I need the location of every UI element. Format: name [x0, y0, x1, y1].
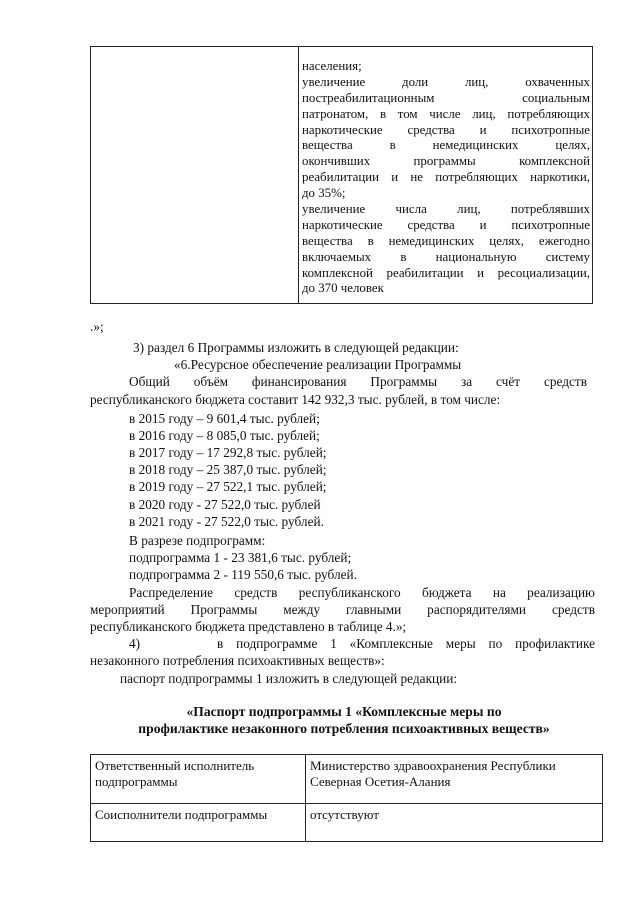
indicator-text-line: окончивших программы комплексной — [302, 154, 590, 169]
indicator-text-line: увеличение числа лиц, потреблявших — [302, 202, 590, 217]
indicator-text-line: комплексной реабилитации и ресоциализации, — [302, 265, 590, 280]
indicator-text-line: патронатом, в том числе лиц, потребляющих — [302, 106, 590, 121]
table-row — [91, 804, 603, 842]
indicator-text-line: до 35%; — [302, 186, 346, 201]
indicator-text-line: населения; — [302, 59, 362, 73]
item-4-line-2: незаконного потребления психоактивных веществ»: — [90, 653, 385, 668]
table-column-divider — [298, 47, 299, 303]
indicators-table-continuation — [90, 46, 593, 304]
passport-title-line-2: профилактике незаконного потребления психоактивных веществ» — [138, 721, 550, 736]
indicator-text-line: реабилитации и не потребляющих наркотики, — [302, 170, 590, 185]
funding-year-line: в 2016 году – 8 085,0 тыс. рублей; — [129, 428, 320, 444]
responsible-executor-value: Министерство здравоохранения Республики Северная Осетия-Алания — [306, 755, 603, 804]
closing-quote: .»; — [90, 319, 104, 334]
indicator-text-line: наркотические средства и психотропные — [302, 217, 590, 232]
subprogram-2-funding: подпрограмма 2 - 119 550,6 тыс. рублей. — [129, 567, 357, 582]
passport-title-line-1: «Паспорт подпрограммы 1 «Комплексные меры по — [186, 704, 502, 719]
table-right-cell — [302, 59, 590, 297]
funding-year-line: в 2018 году – 25 387,0 тыс. рублей; — [129, 462, 327, 478]
funding-year-line: в 2020 году - 27 522,0 тыс. рублей — [129, 496, 321, 512]
funding-year-line: в 2019 году – 27 522,1 тыс. рублей; — [129, 479, 327, 495]
indicator-text-line: наркотические средства и психотропные — [302, 122, 590, 137]
funding-year-line: в 2015 году – 9 601,4 тыс. рублей; — [129, 411, 320, 426]
by-subprograms-label: В разрезе подпрограмм: — [129, 533, 266, 548]
funding-paragraph-line-2: республиканского бюджета составит 142 932,3 тыс. рублей, в том числе: — [90, 392, 501, 407]
subprogram-1-funding: подпрограмма 1 - 23 381,6 тыс. рублей; — [129, 550, 352, 565]
distribution-line-3: республиканского бюджета представлено в таблице 4.»; — [90, 619, 407, 634]
co-executors-label: Соисполнители подпрограммы — [91, 804, 306, 842]
funding-year-line: в 2021 году - 27 522,0 тыс. рублей. — [129, 513, 324, 529]
funding-year-line: в 2017 году – 17 292,8 тыс. рублей; — [129, 445, 327, 461]
table-row — [91, 755, 603, 804]
funding-paragraph-line-1: Общий объём финансирования Программы за счёт средств — [129, 374, 587, 389]
section-6-title: «6.Ресурсное обеспечение реализации Программы — [174, 357, 462, 372]
indicator-text-line: вещества в немедицинских целях, — [302, 138, 590, 153]
indicator-text-line: вещества в немедицинских целях, ежегодно — [302, 233, 590, 248]
indicator-text-line: включаемых в национальную систему — [302, 249, 590, 264]
indicator-text-line: увеличение доли лиц, охваченных — [302, 74, 590, 89]
distribution-line-1: Распределение средств республиканского бюджета на реализацию — [129, 585, 595, 600]
passport-intro: паспорт подпрограммы 1 изложить в следующей редакции: — [120, 671, 458, 686]
indicator-text-line: до 370 человек — [302, 281, 384, 296]
indicator-text-line: постреабилитационным социальным — [302, 90, 590, 105]
item-4-line-1: 4) в подпрограмме 1 «Комплексные меры по профилактике — [129, 636, 595, 651]
passport-table — [90, 754, 603, 842]
co-executors-value: отсутствуют — [306, 804, 603, 842]
distribution-line-2: мероприятий Программы между главными распорядителями средств — [90, 602, 595, 617]
item-3: 3) раздел 6 Программы изложить в следующей редакции: — [133, 340, 459, 355]
responsible-executor-label: Ответственный исполнитель подпрограммы — [91, 755, 306, 804]
